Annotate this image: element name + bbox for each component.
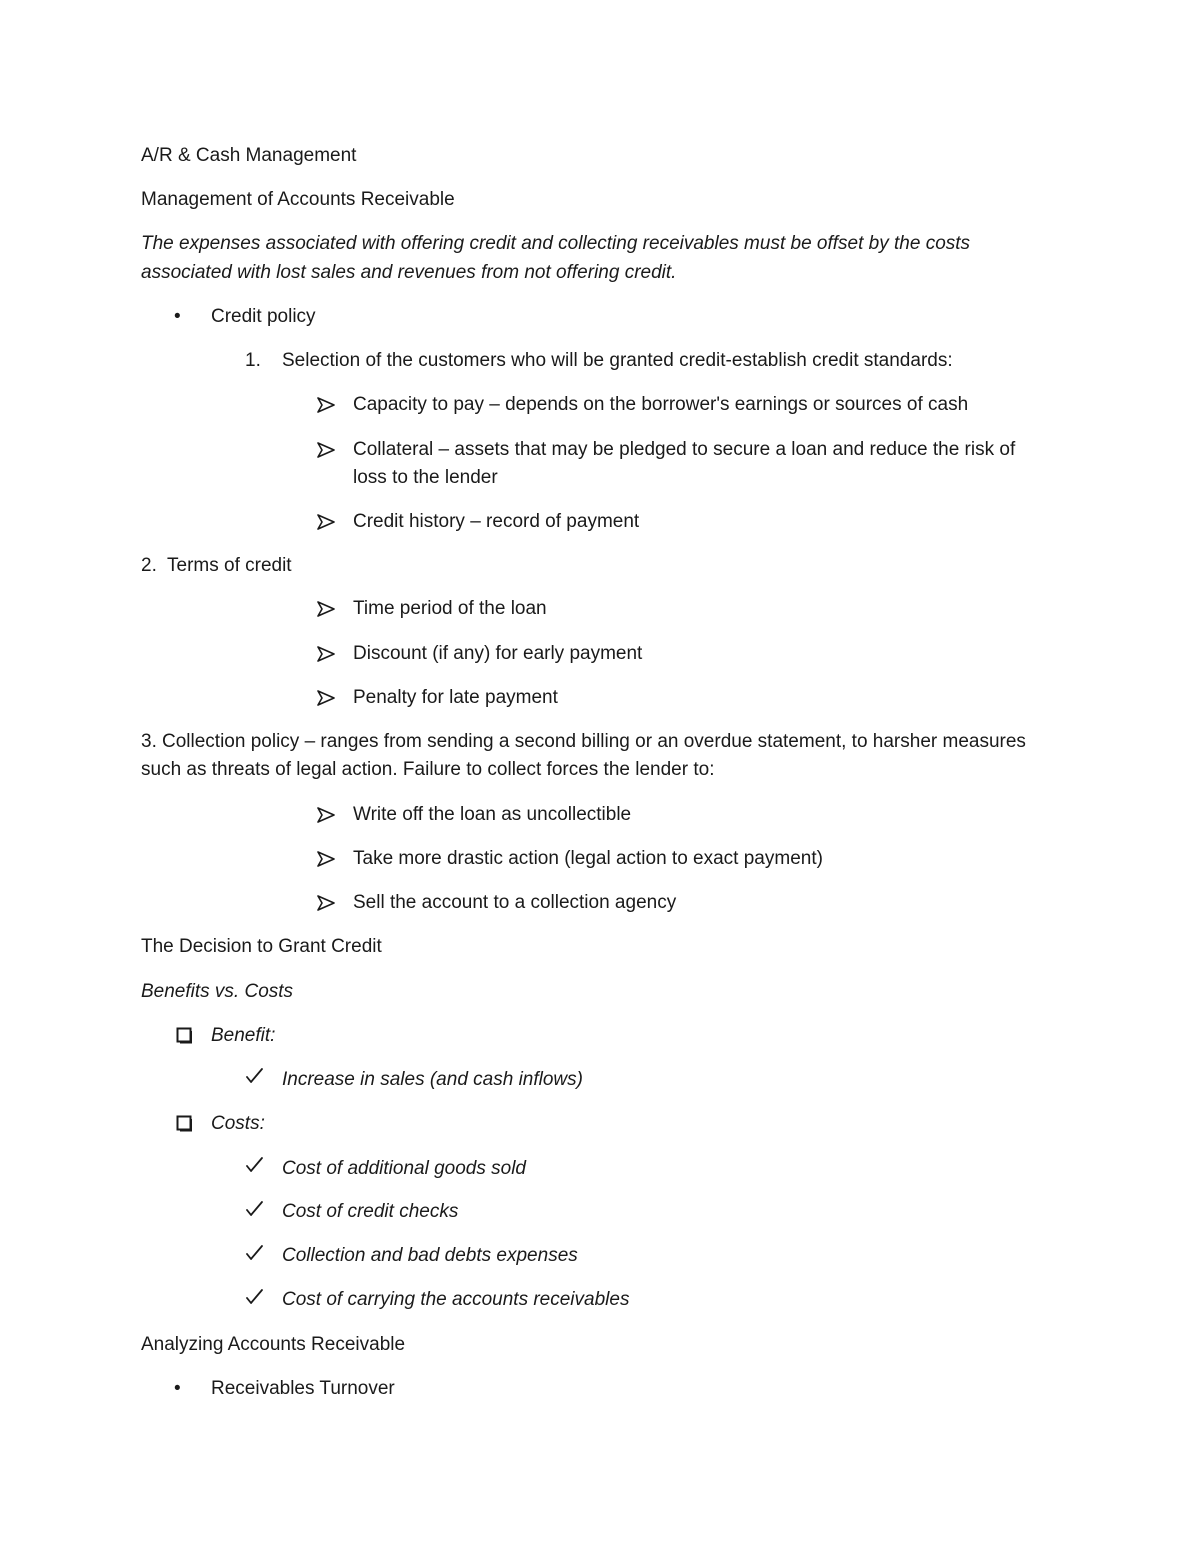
- sub-item-capacity: Capacity to pay – depends on the borrower's earnings or sources of cash: [353, 394, 969, 415]
- cost-item-bad-debts: Collection and bad debts expenses: [282, 1245, 578, 1266]
- arrowhead-icon: [317, 690, 335, 706]
- arrowhead-icon: [317, 442, 335, 458]
- arrowhead-icon: [317, 646, 335, 662]
- list-item-collection-line2: such as threats of legal action. Failure to collect forces the lender to:: [141, 759, 715, 780]
- bullet-receivables-turnover: Receivables Turnover: [211, 1378, 395, 1399]
- cost-item-carrying: Cost of carrying the accounts receivables: [282, 1289, 630, 1310]
- list-item-terms: Terms of credit: [167, 555, 292, 576]
- checkmark-icon: [246, 1201, 263, 1217]
- checkmark-icon: [246, 1068, 263, 1084]
- section-heading-accounts-receivable: Management of Accounts Receivable: [141, 189, 455, 210]
- arrowhead-icon: [317, 601, 335, 617]
- checkmark-icon: [246, 1289, 263, 1305]
- sub-item-collateral: Collateral – assets that may be pledged to secure a loan and reduce the risk of: [353, 439, 1016, 460]
- cost-item-credit-checks: Cost of credit checks: [282, 1201, 459, 1222]
- intro-line-2: associated with lost sales and revenues from not offering credit.: [141, 262, 677, 283]
- sub-item-penalty: Penalty for late payment: [353, 687, 558, 708]
- list-item-selection: Selection of the customers who will be granted credit-establish credit standards:: [282, 350, 953, 371]
- document-title: A/R & Cash Management: [141, 145, 357, 166]
- cost-item-goods: Cost of additional goods sold: [282, 1158, 526, 1179]
- section-heading-decision: The Decision to Grant Credit: [141, 936, 382, 957]
- arrowhead-icon: [317, 397, 335, 413]
- subheading-benefits-costs: Benefits vs. Costs: [141, 981, 294, 1002]
- benefit-label: Benefit:: [211, 1025, 276, 1046]
- costs-label: Costs:: [211, 1113, 265, 1134]
- sub-item-sell-account: Sell the account to a collection agency: [353, 892, 677, 913]
- benefit-item-sales: Increase in sales (and cash inflows): [282, 1069, 583, 1090]
- sub-item-collateral-cont: loss to the lender: [353, 467, 498, 488]
- list-number-1: 1.: [245, 350, 261, 371]
- bullet-icon: •: [174, 306, 181, 327]
- sub-item-time-period: Time period of the loan: [353, 598, 547, 619]
- sub-item-credit-history: Credit history – record of payment: [353, 511, 640, 532]
- sub-item-write-off: Write off the loan as uncollectible: [353, 804, 632, 825]
- list-number-3: 3.: [141, 731, 157, 752]
- sub-item-drastic-action: Take more drastic action (legal action to exact payment): [353, 848, 823, 869]
- bullet-credit-policy: Credit policy: [211, 306, 316, 327]
- arrowhead-icon: [317, 895, 335, 911]
- checkmark-icon: [246, 1245, 263, 1261]
- sub-item-discount: Discount (if any) for early payment: [353, 643, 643, 664]
- list-item-collection-line1: Collection policy – ranges from sending a second billing or an overdue statement, to harsher measures: [162, 731, 1026, 752]
- list-number-2: 2.: [141, 555, 157, 576]
- empty-square-icon: [176, 1115, 193, 1132]
- arrowhead-icon: [317, 514, 335, 530]
- arrowhead-icon: [317, 851, 335, 867]
- checkmark-icon: [246, 1157, 263, 1173]
- section-heading-analyzing: Analyzing Accounts Receivable: [141, 1334, 406, 1355]
- arrowhead-icon: [317, 807, 335, 823]
- bullet-icon: •: [174, 1378, 181, 1399]
- empty-square-icon: [176, 1027, 193, 1044]
- intro-line-1: The expenses associated with offering credit and collecting receivables must be offset by the costs: [141, 233, 971, 254]
